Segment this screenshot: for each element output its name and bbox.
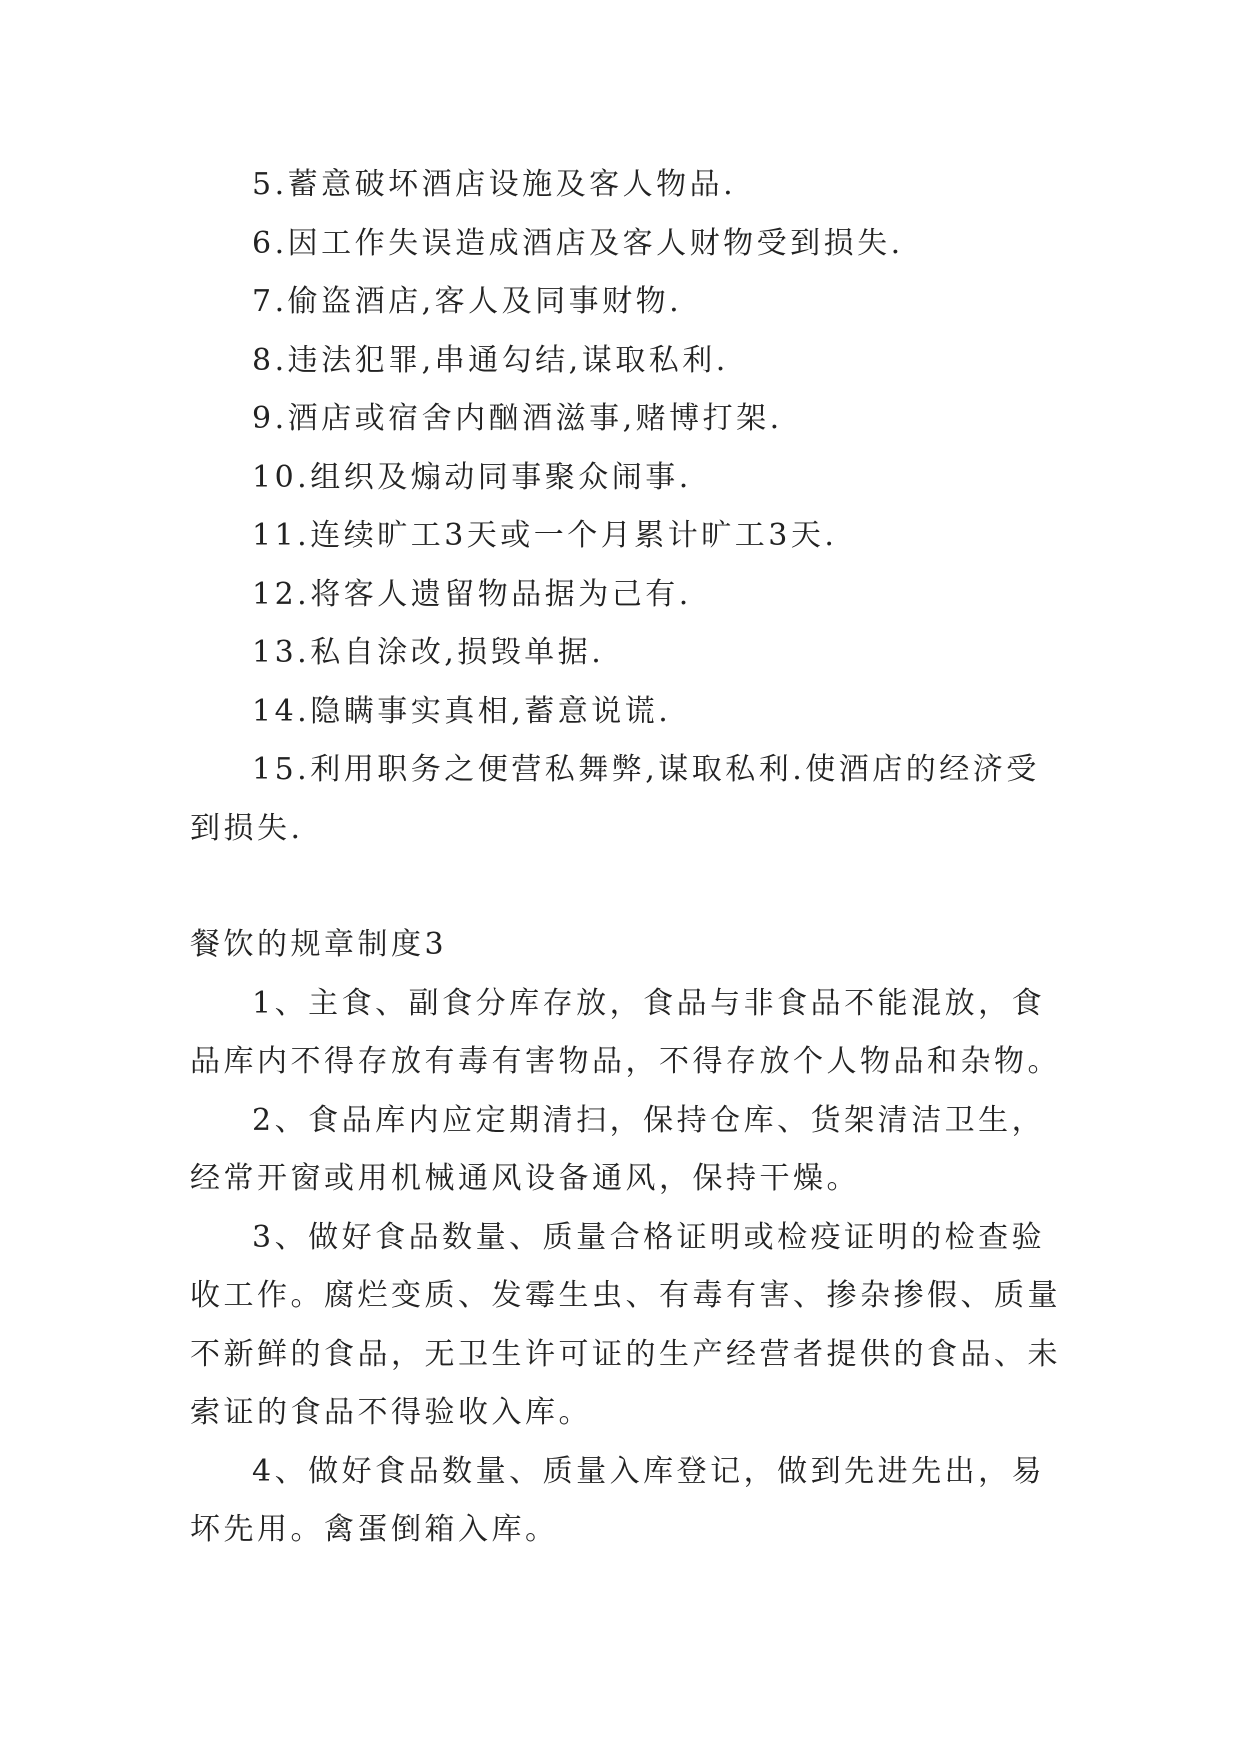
list-item: 7.偷盗酒店,客人及同事财物. <box>252 284 683 319</box>
section-paragraphs <box>190 975 1070 1560</box>
violation-list <box>190 156 1070 858</box>
list-item: 15.利用职务之便营私舞弊,谋取私利.使酒店的经济受到损失. <box>190 752 1040 846</box>
list-item: 13.私自涂改,损毁单据. <box>252 635 605 670</box>
section-paragraph: 4、做好食品数量、质量入库登记，做到先进先出，易坏先用。禽蛋倒箱入库。 <box>190 1453 1046 1547</box>
list-item: 5.蓄意破坏酒店设施及客人物品. <box>252 167 737 202</box>
list-item: 10.组织及煽动同事聚众闹事. <box>252 459 692 495</box>
section-paragraph: 2、食品库内应定期清扫，保持仓库、货架清洁卫生，经常开窗或用机械通风设备通风，保持干燥。 <box>190 1102 1046 1196</box>
list-item: 8.违法犯罪,串通勾结,谋取私利. <box>252 342 729 378</box>
section-paragraph: 3、做好食品数量、质量合格证明或检疫证明的检查验收工作。腐烂变质、发霉生虫、有毒有害、掺杂掺假、质量不新鲜的食品，无卫生许可证的生产经营者提供的食品、未索证的食品不得验收入库。 <box>190 1219 1061 1430</box>
list-item: 6.因工作失误造成酒店及客人财物受到损失. <box>252 225 904 261</box>
list-item: 14.隐瞒事实真相,蓄意说谎. <box>252 693 672 729</box>
list-item: 11.连续旷工3天或一个月累计旷工3天. <box>252 518 838 553</box>
section-heading: 餐饮的规章制度3 <box>190 927 448 962</box>
list-item: 12.将客人遗留物品据为己有. <box>252 576 692 612</box>
section-paragraph: 1、主食、副食分库存放，食品与非食品不能混放，食品库内不得存放有毒有害物品，不得存放个人物品和杂物。 <box>190 985 1061 1079</box>
list-item: 9.酒店或宿舍内酗酒滋事,赌博打架. <box>252 401 783 436</box>
document-body <box>190 156 1070 1560</box>
